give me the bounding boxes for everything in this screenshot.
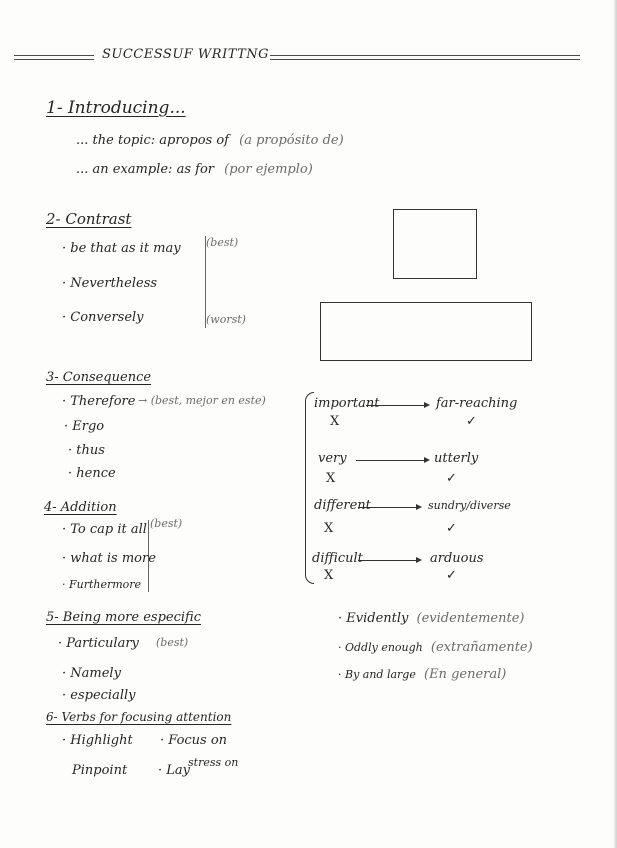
- vocab-check-1: ✓: [466, 414, 477, 429]
- vocab-arrow-3: [358, 507, 420, 508]
- vocab-bad-different: different: [314, 498, 371, 513]
- verbs-item-highlight: · Highlight: [62, 733, 133, 748]
- vocab-cross-1: X: [330, 414, 340, 429]
- vocab-arrow-1: [366, 405, 428, 406]
- consequence-item-1: · Therefore: [62, 394, 136, 409]
- topic-translation: (a propósito de): [239, 133, 344, 148]
- contrast-item-1: · be that as it may: [62, 241, 181, 256]
- title-rule-left: [14, 55, 94, 60]
- contrast-item-3: · Conversely: [62, 310, 144, 325]
- topic-text: ... the topic: apropos of: [76, 133, 229, 148]
- addition-note: (best): [150, 517, 183, 530]
- adverb-by-and-large-text: · By and large: [338, 668, 416, 681]
- contrast-item-2: · Nevertheless: [62, 276, 158, 291]
- verbs-item-stress-on: stress on: [188, 756, 239, 769]
- example-translation: (por ejemplo): [224, 162, 313, 177]
- adverb-oddly-enough: [338, 640, 533, 655]
- adverb-evidently-text: · Evidently: [338, 611, 409, 626]
- vocab-bad-important: important: [314, 396, 380, 411]
- verbs-item-pinpoint: Pinpoint: [72, 763, 128, 778]
- specific-item-3: · especially: [62, 688, 136, 703]
- section-2-heading: 2- Contrast: [46, 210, 132, 228]
- title-rule-right: [270, 55, 580, 60]
- vocab-good-far-reaching: far-reaching: [436, 396, 518, 411]
- addition-item-2: · what is more: [62, 551, 156, 566]
- section-5-heading: 5- Being more especific: [46, 610, 201, 625]
- consequence-item-2: · Ergo: [64, 419, 105, 434]
- section-6-heading: 6- Verbs for focusing attention: [46, 710, 232, 724]
- addition-item-3: · Furthermore: [62, 578, 142, 591]
- section-1-heading: 1- Introducing...: [46, 98, 186, 118]
- vocab-check-3: ✓: [446, 521, 457, 536]
- adverb-evidently-translation: (evidentemente): [416, 611, 525, 626]
- contrast-note-best: (best): [206, 236, 239, 249]
- specific-note: (best): [156, 636, 189, 649]
- section-4-heading: 4- Addition: [44, 500, 117, 515]
- adverb-oddly-enough-translation: (extrañamente): [430, 640, 533, 655]
- adverb-by-and-large: [338, 667, 506, 682]
- verbs-item-focus-on: · Focus on: [160, 733, 228, 748]
- adverb-oddly-enough-text: · Oddly enough: [338, 641, 423, 654]
- vocab-cross-2: X: [326, 471, 336, 486]
- vocab-check-4: ✓: [446, 568, 457, 583]
- vocab-cross-3: X: [324, 521, 334, 536]
- vocab-bad-difficult: difficult: [312, 551, 363, 566]
- vocab-arrow-2: [356, 460, 428, 461]
- vocab-good-utterly: utterly: [434, 451, 479, 466]
- adverb-evidently: [338, 611, 524, 626]
- vocab-good-arduous: arduous: [430, 551, 484, 566]
- scan-edge-shadow: [613, 0, 617, 848]
- consequence-item-3: · thus: [68, 443, 105, 458]
- section-1-line-1: [76, 133, 344, 148]
- page-title: SUCCESSUF WRITTNG: [102, 47, 270, 62]
- verbs-item-lay: · Lay: [158, 763, 190, 778]
- vocab-bad-very: very: [318, 451, 347, 466]
- consequence-note: → (best, mejor en este): [138, 394, 266, 407]
- addition-item-1: · To cap it all: [62, 522, 147, 537]
- consequence-item-4: · hence: [68, 466, 116, 481]
- section-3-heading: 3- Consequence: [46, 370, 152, 385]
- example-text: ... an example: as for: [76, 162, 214, 177]
- box-se-sabe-que: [320, 302, 532, 361]
- vocab-check-2: ✓: [446, 471, 457, 486]
- section-1-line-2: [76, 162, 313, 177]
- specific-item-1: · Particulary: [58, 636, 139, 651]
- vocab-cross-4: X: [324, 568, 334, 583]
- vocab-good-sundry-diverse: sundry/diverse: [428, 499, 511, 512]
- adverb-by-and-large-translation: (En general): [424, 667, 507, 682]
- vocab-arrow-4: [358, 560, 420, 561]
- specific-item-2: · Namely: [62, 666, 121, 681]
- box-ya-que: [393, 209, 477, 279]
- contrast-note-worst: (worst): [206, 313, 246, 326]
